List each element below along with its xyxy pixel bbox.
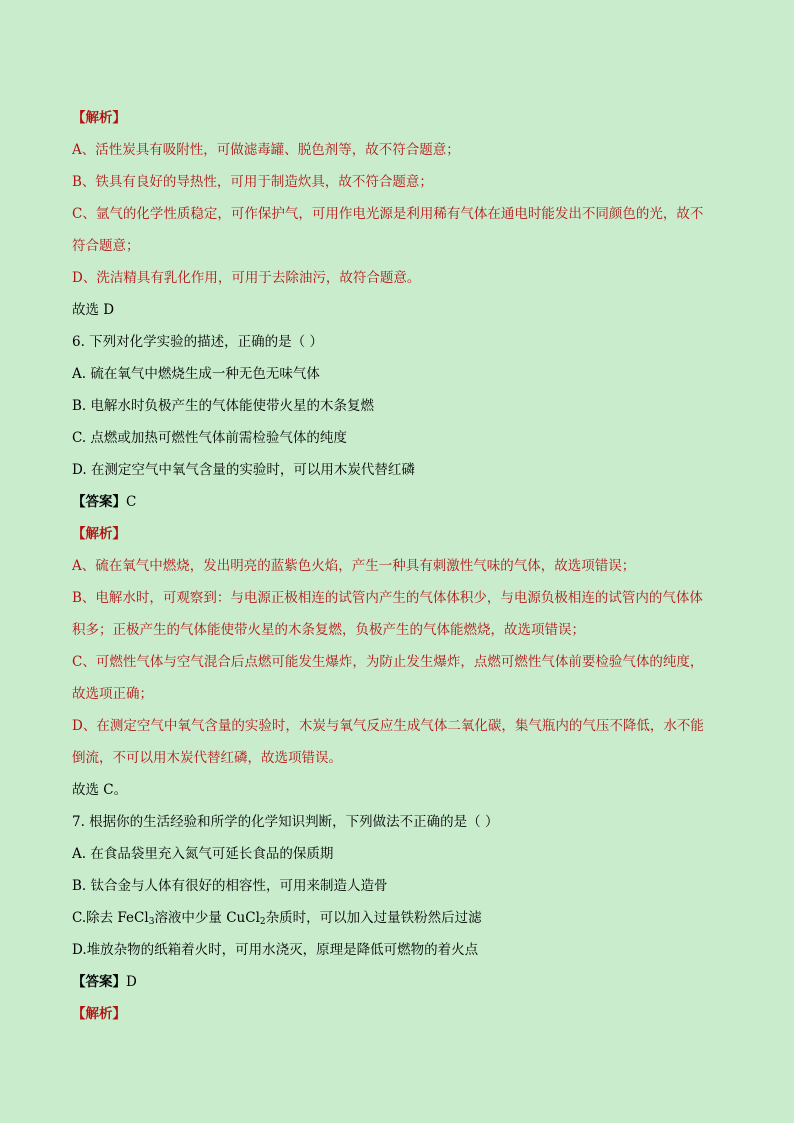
option-a: A. 硫在氧气中燃烧生成一种无色无味气体 [72,366,320,382]
answer-q6 [72,486,734,518]
analysis-line-c: C、可燃性气体与空气混合后点燃可能发生爆炸，为防止发生爆炸，点燃可燃性气体前要检验气体的纯度， [72,654,704,670]
analysis-line-a: A、活性炭具有吸附性，可做滤毒罐、脱色剂等，故不符合题意； [72,142,460,158]
analysis-line-c-cont: 故选项正确； [72,686,153,702]
question-stem: 6. 下列对化学实验的描述，正确的是（ ） [72,334,323,350]
question-7 [72,806,734,838]
analysis-heading: 【解析】 [72,110,126,126]
option-d: D. 在测定空气中氧气含量的实验时，可以用木炭代替红磷 [72,462,415,478]
question-6-options [72,358,734,486]
option-c-subscript-1: 3 [148,917,155,927]
analysis-line-d-cont: 倒流，不可以用木炭代替红磷，故选项错误。 [72,750,342,766]
analysis-line-a: A、硫在氧气中燃烧，发出明亮的蓝紫色火焰，产生一种具有刺激性气味的气体，故选项错误； [72,558,636,574]
answer-q7 [72,966,734,998]
option-c-suffix: 杂质时，可以加入过量铁粉然后过滤 [265,910,482,926]
analysis-line-b: B、铁具有良好的导热性，可用于制造炊具，故不符合题意； [72,174,433,190]
option-c: C. 点燃或加热可燃性气体前需检验气体的纯度 [72,430,347,446]
option-d: D.堆放杂物的纸箱着火时，可用水浇灭，原理是降低可燃物的着火点 [72,942,479,958]
question-7-options [72,838,734,966]
analysis-line-d: D、在测定空气中氧气含量的实验时，木炭与氧气反应生成气体二氧化碳，集气瓶内的气压不降低，水不能 [72,718,704,734]
option-b: B. 钛合金与人体有很好的相容性，可用来制造人造骨 [72,878,388,894]
option-c [72,902,734,934]
option-c-prefix: C.除去 FeCl [72,910,149,926]
answer-value: D [126,974,137,990]
analysis-q7 [72,998,734,1030]
conclusion-q6: 故选 C。 [72,782,128,798]
analysis-line-c-cont: 符合题意； [72,238,140,254]
option-c-mid: 溶液中少量 CuCl [154,910,260,926]
conclusion-q5: 故选 D [72,302,115,318]
analysis-q5 [72,102,734,294]
answer-label: 【答案】 [72,494,126,510]
analysis-line-b: B、电解水时，可观察到：与电源正极相连的试管内产生的气体体积少，与电源负极相连的试管内的气体体 [72,590,703,606]
option-b: B. 电解水时负极产生的气体能使带火星的木条复燃 [72,398,375,414]
analysis-line-b-cont: 积多；正极产生的气体能使带火星的木条复燃，负极产生的气体能燃烧，故选项错误； [72,622,585,638]
analysis-q6 [72,518,734,774]
analysis-line-d: D、洗洁精具有乳化作用，可用于去除油污，故符合题意。 [72,270,421,286]
answer-label: 【答案】 [72,974,126,990]
question-6 [72,326,734,358]
analysis-line-c: C、氩气的化学性质稳定，可作保护气，可用作电光源是利用稀有气体在通电时能发出不同颜色的光，故不 [72,206,704,222]
answer-value: C [126,494,137,510]
option-a: A. 在食品袋里充入氮气可延长食品的保质期 [72,846,334,862]
question-stem: 7. 根据你的生活经验和所学的化学知识判断，下列做法不正确的是（ ） [72,814,499,830]
analysis-heading: 【解析】 [72,1006,126,1022]
option-c-subscript-2: 2 [259,917,266,927]
analysis-heading: 【解析】 [72,526,126,542]
